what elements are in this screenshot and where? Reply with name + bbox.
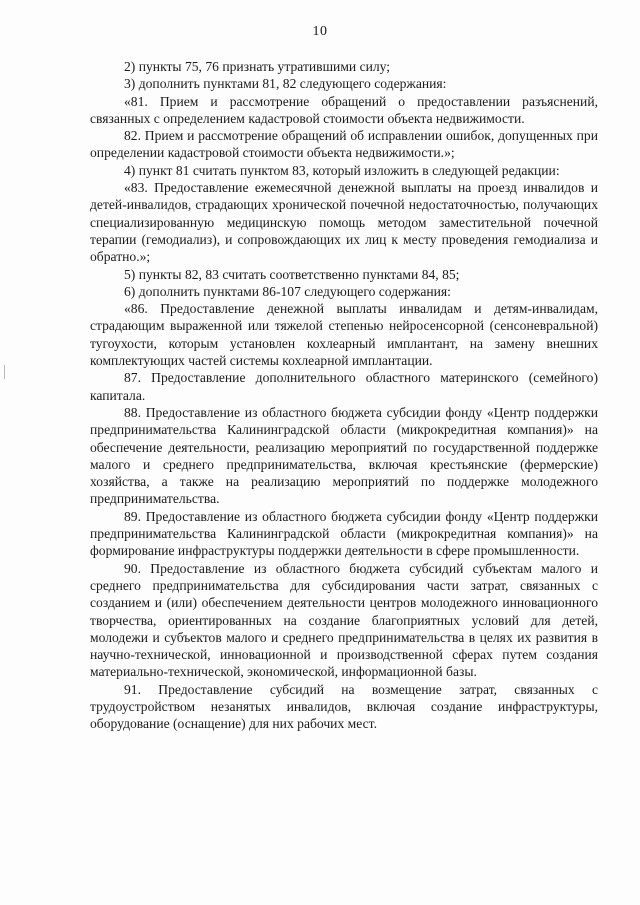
paragraph-point-88: 88. Предоставление из областного бюджета субсидии фонду «Центр поддержки предпринимательства Калининградской области (микрокредитная компания)» на обеспечение деятельности, реализацию мероприятий по государственной поддержке малого и среднего предпринимательства, включая крестьянские (фермерские) хозяйства, а также на реализацию мероприятий по поддержке молодежного предпринимательства.	[90, 404, 598, 507]
paragraph-item-6: 6) дополнить пунктами 86-107 следующего содержания:	[124, 283, 451, 299]
page-number: 10	[312, 24, 328, 39]
paragraph-point-83: «83. Предоставление ежемесячной денежной выплаты на проезд инвалидов и детей-инвалидов, страдающих хронической почечной недостаточностью, получающих специализированную медицинскую помощь методом заместительной почечной терапии (гемодиализ), и сопровождающих их лиц к месту проведения гемодиализа и обратно.»;	[90, 180, 598, 265]
paragraph-point-86: «86. Предоставление денежной выплаты инвалидам и детям-инвалидам, страдающим выраженной или тяжелой степенью нейросенсорной (сенсоневральной) тугоухости, которым установлен кохлеарный имплантант, на замену внешних комплектующих частей системы кохлеарной имплантации.	[90, 301, 598, 369]
paragraph-point-90: 90. Предоставление из областного бюджета субсидий субъектам малого и среднего предпринимательства для субсидирования части затрат, связанных с созданием и (или) обеспечением деятельности центров молодежного инновационного творчества, ориентированных на создание благоприятных условий для детей, молодежи и субъектов малого и среднего предпринимательства в целях их развития в научно-технической, инновационной и производственной сферах путем создания материально-технической, экономической, информационной базы.	[90, 560, 598, 680]
document-body	[90, 58, 598, 733]
paragraph-point-89: 89. Предоставление из областного бюджета субсидии фонду «Центр поддержки предпринимательства Калининградской области (микрокредитная компания)» на формирование инфраструктуры поддержки деятельности в сфере промышленности.	[90, 508, 598, 559]
paragraph-item-2: 2) пункты 75, 76 признать утратившими силу;	[124, 59, 391, 74]
paragraph-point-87: 87. Предоставление дополнительного областного материнского (семейного) капитала.	[90, 370, 598, 403]
paragraph-point-91: 91. Предоставление субсидий на возмещение затрат, связанных с трудоустройством незанятых инвалидов, включая создание инфраструктуры, оборудование (оснащение) для них рабочих мест.	[90, 681, 598, 732]
paragraph-item-4: 4) пункт 81 считать пунктом 83, который изложить в следующей редакции:	[124, 162, 560, 178]
paragraph-item-5: 5) пункты 82, 83 считать соответственно пунктами 84, 85;	[124, 266, 460, 282]
paragraph-item-3: 3) дополнить пунктами 81, 82 следующего содержания:	[124, 76, 447, 92]
paragraph-point-81: «81. Прием и рассмотрение обращений о предоставлении разъяснений, связанных с определением кадастровой стоимости объекта недвижимости.	[90, 93, 598, 126]
scan-artifact-mark	[4, 365, 5, 379]
paragraph-point-82: 82. Прием и рассмотрение обращений об исправлении ошибок, допущенных при определении кадастровой стоимости объекта недвижимости.»;	[90, 128, 598, 161]
